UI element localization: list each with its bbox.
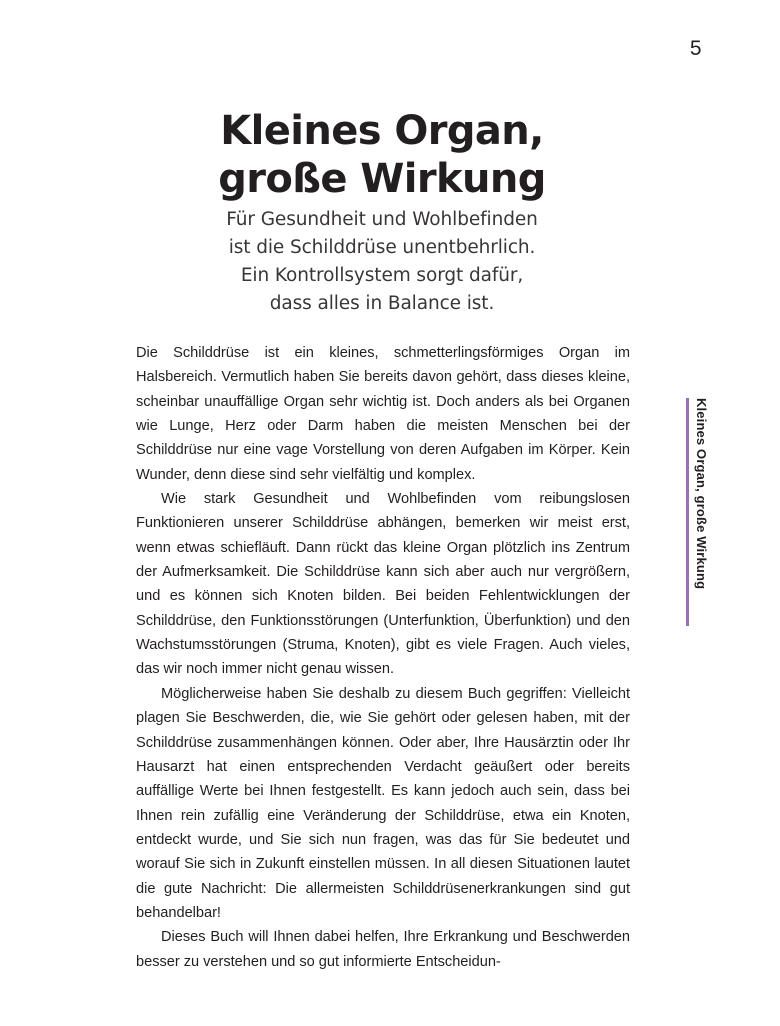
standfirst-line-1: Für Gesundheit und Wohlbefinden [226,209,538,230]
standfirst-line-4: dass alles in Balance ist. [269,293,495,315]
standfirst-line-3: Ein Kontrollsystem sorgt dafür, [240,265,524,287]
chapter-title-line-2: große Wirkung [218,156,546,203]
body-text-column [136,341,630,974]
running-head-rule [686,398,689,626]
standfirst-line-2: ist die Schilddrüse unentbehrlich. [228,237,536,259]
running-head [686,398,708,626]
running-head-label: Kleines Organ, große Wirkung [694,398,709,590]
body-paragraph: Die Schilddrüse ist ein kleines, schmetterlingsförmiges Organ im Halsbereich. Vermutlich haben Sie bereits davon gehört, dass dieses kleine, scheinbar unauffällige Organ sehr wichtig ist. Doch anders als bei Organen wie Lunge, Herz oder Darm haben die meisten Menschen bei der Schilddrüse nur eine vage Vorstellung von deren Aufgaben im Körper. Kein Wunder, denn diese sind sehr vielfältig und komplex. [136,345,630,483]
chapter-title-line-1: Kleines Organ, [220,107,544,154]
body-paragraph: Möglicherweise haben Sie deshalb zu diesem Buch gegriffen: Vielleicht plagen Sie Beschwerden, die, wie Sie gehört oder gelesen haben, mit der Schilddrüse zusammenhängen können. Oder aber, Ihre Hausärztin oder Ihr Hausarzt hat einen entsprechenden Verdacht geäußert oder bereits auffällige Werte bei Ihnen festgestellt. Es kann jedoch auch sein, dass bei Ihnen rein zufällig eine Veränderung der Schilddrüse, etwa ein Knoten, entdeckt wurde, und Sie sich nun fragen, was das für Sie bedeutet und worauf Sie sich in Zukunft einstellen müssen. In all diesen Situationen lautet die gute Nachricht: Die allermeisten Schilddrüsenerkrankungen sind gut behandelbar! [136,685,630,921]
chapter-standfirst [136,206,628,318]
chapter-title [136,107,628,204]
body-paragraph: Dieses Buch will Ihnen dabei helfen, Ihre Erkrankung und Beschwerden besser zu verstehen und so gut informierte Entscheidun- [136,929,630,970]
body-paragraph: Wie stark Gesundheit und Wohlbefinden vom reibungslosen Funktionieren unserer Schilddrüse abhängen, bemerken wir meist erst, wenn etwas schiefläuft. Dann rückt das kleine Organ plötzlich ins Zentrum der Aufmerksamkeit. Die Schilddrüse kann sich aber auch nur vergrößern, und es können sich Knoten bilden. Bei beiden Fehlentwicklungen der Schilddrüse, den Funktionsstörungen (Unterfunktion, Überfunktion) und den Wachstumsstörungen (Struma, Knoten), gibt es viele Fragen. Auch vieles, das wir noch immer nicht genau wissen. [136,491,630,678]
page-number: 5 [689,37,702,60]
